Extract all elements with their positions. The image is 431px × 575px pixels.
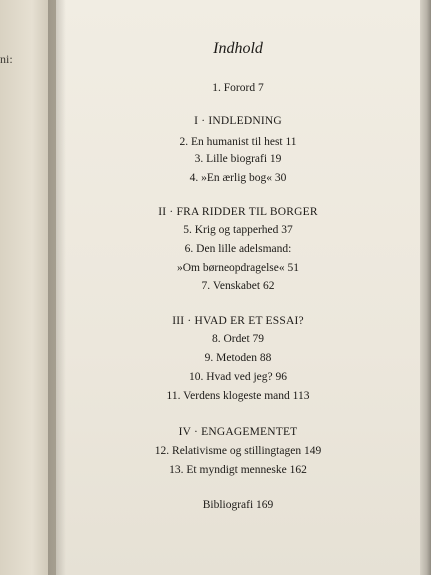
toc-entry-13: 13. Et myndigt menneske 162: [169, 464, 307, 476]
toc-section-3: III · HVAD ER ET ESSAI?: [172, 315, 304, 327]
toc-entry-9: 9. Metoden 88: [204, 352, 272, 364]
toc-entry-6-cont: »Om børneopdragelse« 51: [177, 262, 299, 274]
toc-entry-2: 2. En humanist til hest 11: [179, 136, 297, 148]
toc-entry-10: 10. Hvad ved jeg? 96: [188, 371, 288, 383]
toc-entry-5: 5. Krig og tapperhed 37: [183, 224, 293, 236]
toc-entry-forord: 1. Forord 7: [212, 82, 264, 94]
toc-entry-bibliografi: Bibliografi 169: [202, 499, 274, 511]
toc-entry-8: 8. Ordet 79: [211, 333, 265, 345]
toc-entry-3: 3. Lille biografi 19: [194, 153, 282, 165]
toc-section-1: I · INDLEDNING: [194, 115, 282, 127]
left-page-fragment: ni:: [0, 52, 13, 66]
toc-section-2: II · FRA RIDDER TIL BORGER: [158, 206, 318, 218]
page-edge: [420, 0, 431, 575]
toc-title: Indhold: [213, 40, 263, 57]
toc-entry-7: 7. Venskabet 62: [201, 280, 275, 292]
toc-entry-6: 6. Den lille adelsmand:: [184, 243, 292, 255]
toc-entry-11: 11. Verdens klogeste mand 113: [166, 390, 310, 402]
toc-entry-12: 12. Relativisme og stillingtagen 149: [154, 445, 322, 457]
toc-section-4: IV · ENGAGEMENTET: [178, 426, 298, 438]
toc-entry-4: 4. »En ærlig bog« 30: [189, 172, 287, 184]
